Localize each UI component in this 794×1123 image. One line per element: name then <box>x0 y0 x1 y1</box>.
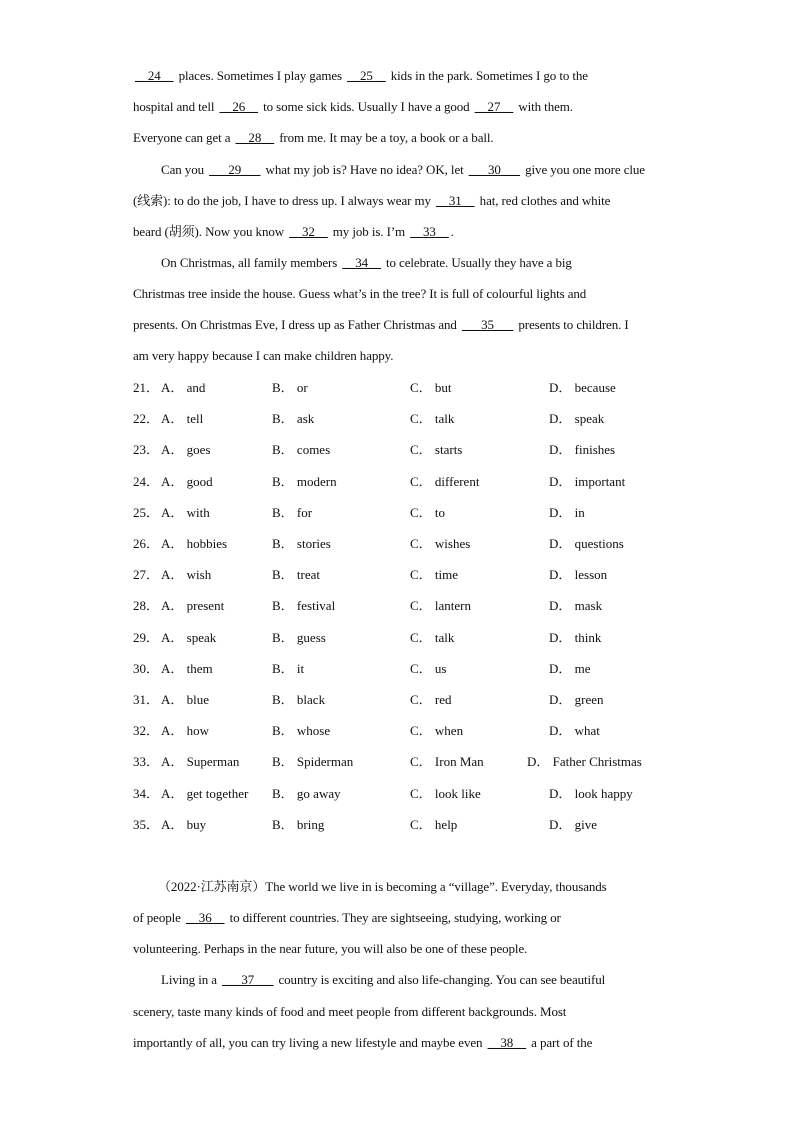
blank-26[interactable]: __26__ <box>219 99 258 114</box>
option-a[interactable]: A． hobbies <box>161 536 228 551</box>
question-number: 25． <box>133 505 160 520</box>
question-row <box>133 817 673 833</box>
option-b[interactable]: B． it <box>272 661 305 676</box>
blank-25[interactable]: __25__ <box>347 68 386 83</box>
text: hospital and tell <box>133 99 218 114</box>
option-a[interactable]: A． and <box>161 380 206 395</box>
option-d[interactable]: D． important <box>549 474 626 489</box>
blank-30[interactable]: ___30___ <box>468 162 520 177</box>
question-number: 31． <box>133 692 160 707</box>
option-a[interactable]: A． with <box>161 505 210 520</box>
option-a[interactable]: A． goes <box>161 442 211 457</box>
text: am very happy because I can make children happy. <box>133 348 394 363</box>
option-a[interactable]: A． tell <box>161 411 204 426</box>
option-a[interactable]: A． Superman <box>161 754 240 769</box>
question-number: 30． <box>133 661 160 676</box>
question-number: 27． <box>133 567 160 582</box>
option-c[interactable]: C． help <box>410 817 458 832</box>
option-b[interactable]: B． treat <box>272 567 321 582</box>
text: of people <box>133 910 184 925</box>
text: importantly of all, you can try living a new lifestyle and maybe even <box>133 1035 486 1050</box>
option-c[interactable]: C． talk <box>410 411 455 426</box>
passage1-line-6 <box>133 224 454 240</box>
option-b[interactable]: B． go away <box>272 786 341 801</box>
blank-29[interactable]: ___29___ <box>209 162 261 177</box>
blank-37[interactable]: ___37___ <box>222 972 274 987</box>
blank-36[interactable]: __36__ <box>185 910 225 925</box>
question-row <box>133 380 673 396</box>
question-number: 22． <box>133 411 160 426</box>
option-d[interactable]: D． me <box>549 661 591 676</box>
text: to different countries. They are sightseeing, studying, working or <box>226 910 561 925</box>
text: hat, red clothes and white <box>476 193 611 208</box>
text: Everyone can get a <box>133 130 234 145</box>
option-b[interactable]: B． black <box>272 692 326 707</box>
question-row <box>133 567 673 583</box>
question-row <box>133 505 673 521</box>
question-number: 23． <box>133 442 160 457</box>
option-a[interactable]: A． get together <box>161 786 249 801</box>
text: (线索): to do the job, I have to dress up. I always wear my <box>133 193 435 208</box>
question-number: 29． <box>133 630 160 645</box>
option-b[interactable]: B． ask <box>272 411 315 426</box>
text: presents. On Christmas Eve, I dress up as Father Christmas and <box>133 317 460 332</box>
question-number: 24． <box>133 474 160 489</box>
question-number: 35． <box>133 817 160 832</box>
option-d[interactable]: D． lesson <box>549 567 608 582</box>
text: places. Sometimes I play games <box>175 68 346 83</box>
option-c[interactable]: C． but <box>410 380 452 395</box>
option-a[interactable]: A． wish <box>161 567 212 582</box>
text: what my job is? Have no idea? OK, let <box>262 162 467 177</box>
blank-33[interactable]: __33__ <box>410 224 449 239</box>
question-number: 21． <box>133 380 160 395</box>
option-a[interactable]: A． how <box>161 723 210 738</box>
passage2-line-5 <box>133 1004 566 1020</box>
question-number: 32． <box>133 723 160 738</box>
blank-38[interactable]: __38__ <box>487 1035 527 1050</box>
question-row <box>133 661 673 677</box>
blank-32[interactable]: __32__ <box>289 224 328 239</box>
option-a[interactable]: A． blue <box>161 692 210 707</box>
option-b[interactable]: B． bring <box>272 817 325 832</box>
text: kids in the park. Sometimes I go to the <box>387 68 588 83</box>
passage2-line-3 <box>133 941 527 957</box>
option-b[interactable]: B． guess <box>272 630 326 645</box>
passage1-line-5 <box>133 193 610 209</box>
text: with them. <box>515 99 573 114</box>
passage1-line-1 <box>133 68 588 84</box>
text: from me. It may be a toy, a book or a ball. <box>276 130 494 145</box>
blank-28[interactable]: __28__ <box>235 130 275 145</box>
passage2-line-2 <box>133 910 561 926</box>
text: a part of the <box>528 1035 593 1050</box>
option-c[interactable]: C． talk <box>410 630 455 645</box>
text: beard (胡须). Now you know <box>133 224 288 239</box>
option-d[interactable]: D． give <box>549 817 598 832</box>
option-c[interactable]: C． red <box>410 692 452 707</box>
question-row <box>133 630 673 646</box>
option-c[interactable]: C． wishes <box>410 536 471 551</box>
option-d[interactable]: D． what <box>549 723 600 738</box>
text: volunteering. Perhaps in the near future, you will also be one of these people. <box>133 941 528 956</box>
option-c[interactable]: C． Iron Man <box>410 754 484 769</box>
question-row <box>133 723 673 739</box>
option-b[interactable]: B． for <box>272 505 313 520</box>
option-b[interactable]: B． Spiderman <box>272 754 354 769</box>
option-d[interactable]: D． think <box>549 630 602 645</box>
passage1-line-8 <box>133 286 586 302</box>
question-row <box>133 411 673 427</box>
option-d[interactable]: D． speak <box>549 411 605 426</box>
question-row <box>133 692 673 708</box>
option-b[interactable]: B． modern <box>272 474 337 489</box>
text: my job is. I’m <box>329 224 409 239</box>
question-row <box>133 536 673 552</box>
option-c[interactable]: C． to <box>410 505 446 520</box>
question-row <box>133 442 673 458</box>
option-c[interactable]: C． us <box>410 661 447 676</box>
blank-27[interactable]: __27__ <box>474 99 514 114</box>
text: give you one more clue <box>522 162 645 177</box>
text: presents to children. I <box>515 317 629 332</box>
blank-35[interactable]: ___35___ <box>461 317 514 332</box>
option-a[interactable]: A． them <box>161 661 213 676</box>
blank-24[interactable]: __24__ <box>135 68 174 83</box>
text: Living in a <box>161 972 221 987</box>
text: On Christmas, all family members <box>161 255 341 270</box>
text: to celebrate. Usually they have a big <box>382 255 572 270</box>
passage1-line-2 <box>133 99 573 115</box>
option-a[interactable]: A． buy <box>161 817 207 832</box>
option-d[interactable]: D． finishes <box>549 442 616 457</box>
question-number: 26． <box>133 536 160 551</box>
question-row <box>133 598 673 614</box>
text: to some sick kids. Usually I have a good <box>259 99 473 114</box>
option-b[interactable]: B． whose <box>272 723 331 738</box>
option-b[interactable]: B． festival <box>272 598 336 613</box>
option-b[interactable]: B． stories <box>272 536 331 551</box>
blank-34[interactable]: __34__ <box>342 255 381 270</box>
text: . <box>450 224 454 239</box>
option-c[interactable]: C． lantern <box>410 598 472 613</box>
option-c[interactable]: C． when <box>410 723 464 738</box>
passage1-line-9 <box>133 317 629 333</box>
option-a[interactable]: A． present <box>161 598 225 613</box>
option-c[interactable]: C． look like <box>410 786 481 801</box>
passage1-line-4 <box>161 162 645 178</box>
question-row <box>133 754 673 770</box>
option-d[interactable]: D． look happy <box>549 786 633 801</box>
question-number: 34． <box>133 786 160 801</box>
text: Christmas tree inside the house. Guess what’s in the tree? It is full of colourful lights and <box>133 286 587 301</box>
option-b[interactable]: B． comes <box>272 442 331 457</box>
passage1-line-10 <box>133 348 393 364</box>
text: scenery, taste many kinds of food and meet people from different backgrounds. Most <box>133 1004 567 1019</box>
option-d[interactable]: D． green <box>549 692 604 707</box>
text: Can you <box>161 162 208 177</box>
passage1-line-7 <box>161 255 572 271</box>
option-a[interactable]: A． good <box>161 474 213 489</box>
question-number: 33． <box>133 754 160 769</box>
blank-31[interactable]: __31__ <box>436 193 475 208</box>
text: country is exciting and also life-changing. You can see beautiful <box>275 972 606 987</box>
option-c[interactable]: C． time <box>410 567 459 582</box>
text: （2022·江苏南京）The world we live in is becoming a “village”. Everyday, thousands <box>158 879 607 894</box>
option-d[interactable]: D． because <box>549 380 616 395</box>
option-d[interactable]: D． mask <box>549 598 603 613</box>
passage1-line-3 <box>133 130 494 146</box>
question-row <box>133 474 673 490</box>
option-d[interactable]: D． Father Christmas <box>527 754 642 769</box>
passage2-line-6 <box>133 1035 592 1051</box>
passage2-line-4 <box>161 972 605 988</box>
option-c[interactable]: C． starts <box>410 442 463 457</box>
option-c[interactable]: C． different <box>410 474 480 489</box>
option-b[interactable]: B． or <box>272 380 308 395</box>
option-d[interactable]: D． in <box>549 505 585 520</box>
passage2-line-1 <box>158 879 607 895</box>
question-row <box>133 786 673 802</box>
option-d[interactable]: D． questions <box>549 536 624 551</box>
question-number: 28． <box>133 598 160 613</box>
option-a[interactable]: A． speak <box>161 630 217 645</box>
